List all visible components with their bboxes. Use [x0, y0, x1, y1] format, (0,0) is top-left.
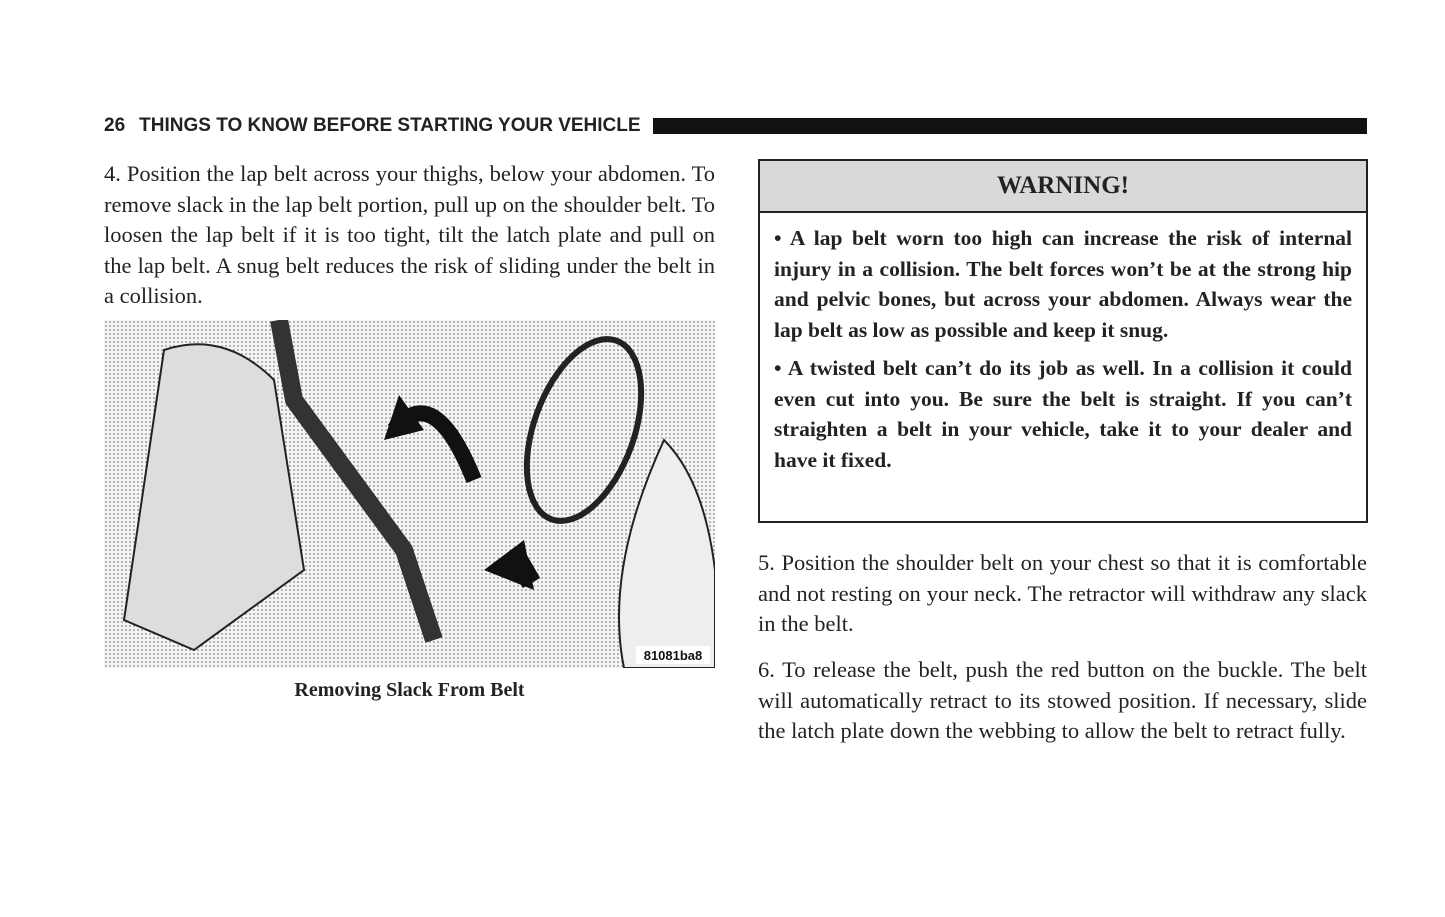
warning-title: WARNING!	[760, 161, 1366, 213]
warning-item: • A lap belt worn too high can increase the risk of internal injury in a collision. The belt forces won’t be at the strong hip and pelvic bones, but across your abdomen. Always wear the lap belt as low as possible and keep it snug.	[774, 226, 1352, 342]
section-title: THINGS TO KNOW BEFORE STARTING YOUR VEHICLE	[139, 115, 641, 136]
seatbelt-illustration	[104, 320, 715, 668]
step-5-text: 5. Position the shoulder belt on your chest so that it is comfortable and not resting on your neck. The retractor will withdraw any slack in the belt.	[758, 550, 1367, 636]
warning-box	[758, 159, 1368, 523]
step-6-text: 6. To release the belt, push the red button on the buckle. The belt will automatically retract to its stowed position. If necessary, slide the latch plate down the webbing to allow the belt to retract fully.	[758, 657, 1367, 743]
figure-code: 81081ba8	[643, 648, 703, 663]
header-rule	[653, 118, 1367, 134]
page-number: 26	[104, 115, 126, 136]
figure-caption: Removing Slack From Belt	[294, 679, 525, 701]
page-header	[104, 115, 1367, 137]
warning-item: • A twisted belt can’t do its job as well. In a collision it could even cut into you. Be sure the belt is straight. If you can’t straighten a belt in your vehicle, take it to your dealer and have it fixed.	[774, 356, 1352, 472]
step-4-text: 4. Position the lap belt across your thighs, below your abdomen. To remove slack in the lap belt portion, pull up on the shoulder belt. To loosen the lap belt if it is too tight, tilt the latch plate and pull on the lap belt. A snug belt reduces the risk of sliding under the belt in a collision.	[104, 161, 716, 308]
